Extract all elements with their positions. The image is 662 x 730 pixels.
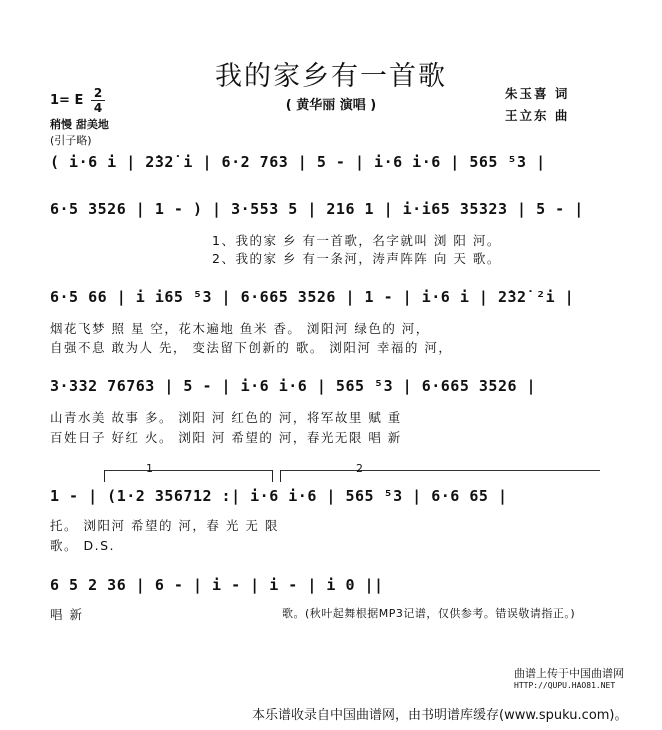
watermark-text: 曲谱上传于中国曲谱网 [514, 667, 624, 680]
notation-line-5: 1 - | (1·2 356712 :| i·6 i·6 | 565 ⁵3 | 6·6 65 | [50, 487, 508, 505]
volta-bracket-1-left [104, 470, 105, 482]
time-signature-bottom: 4 [93, 101, 103, 115]
lyric-line-6a: 唱 新 [50, 607, 84, 622]
lyric-line-5b: 歌。 D.S. [50, 538, 115, 553]
lyric-line-2b: 2、我的家 乡 有一条河，涛声阵阵 向 天 歌。 [212, 251, 501, 266]
time-signature [91, 87, 105, 114]
lyric-line-4a: 山青水美 故事 多。 浏阳 河 红色的 河，将军故里 赋 重 [50, 410, 402, 425]
volta-bracket-2-left [280, 470, 281, 482]
volta-2-label: 2 [356, 462, 363, 475]
footer-source: 本乐谱收录自中国曲谱网，由书明谱库缓存(www.spuku.com)。 [252, 708, 628, 723]
lyric-line-2a: 1、我的家 乡 有一首歌，名字就叫 浏 阳 河。 [212, 233, 501, 248]
intro-note: (引子略) [50, 134, 92, 147]
volta-bracket-1 [104, 470, 272, 471]
song-title: 我的家乡有一首歌 [215, 61, 447, 92]
lyric-line-3a: 烟花飞梦 照 星 空，花木遍地 鱼米 香。 浏阳河 绿色的 河， [50, 321, 430, 336]
watermark-url[interactable]: HTTP://QUPU.HAO81.NET [514, 681, 616, 690]
lyric-line-6b: 歌。(秋叶起舞根据MP3记谱，仅供参考。错误敬请指正。) [282, 607, 576, 620]
lyric-line-3b: 自强不息 敢为人 先， 变法留下创新的 歌。 浏阳河 幸福的 河， [50, 340, 453, 355]
lyric-line-5a: 托。 浏阳河 希望的 河，春 光 无 限 [50, 518, 279, 533]
volta-bracket-1-right [272, 470, 273, 482]
tempo-marking: 稍慢 甜美地 [50, 118, 109, 131]
notation-line-3: 6·5 66 | i i65 ⁵3 | 6·665 3526 | 1 - | i·6 i | 2̇32̇ ²i | [50, 288, 575, 306]
time-signature-top: 2 [93, 86, 103, 100]
lyric-line-4b: 百姓日子 好红 火。 浏阳 河 希望的 河，春光无限 唱 新 [50, 430, 402, 445]
performer-credit: ( 黄华丽 演唱 ) [285, 98, 377, 113]
composer-credit: 王立东 曲 [505, 108, 570, 123]
notation-line-4: 3·332 76763 | 5 - | i·6 i·6 | 565 ⁵3 | 6·665 3526 | [50, 377, 537, 395]
lyricist-credit: 朱玉喜 词 [505, 86, 570, 101]
notation-line-1: ( i·6 i | 2̇32̇ i | 6·2 763 | 5 - | i·6 i·6 | 565 ⁵3 | [50, 153, 546, 171]
notation-line-2: 6·5 3526 | 1 - ) | 3·553 5 | 216 1 | i·i65 35323 | 5 - | [50, 200, 584, 218]
volta-bracket-2 [280, 470, 600, 471]
key-signature: 1= E [50, 93, 84, 108]
notation-line-6: 6 5 2 36 | 6 - | i - | i - | i 0 || [50, 576, 384, 594]
volta-1-label: 1 [146, 462, 153, 475]
